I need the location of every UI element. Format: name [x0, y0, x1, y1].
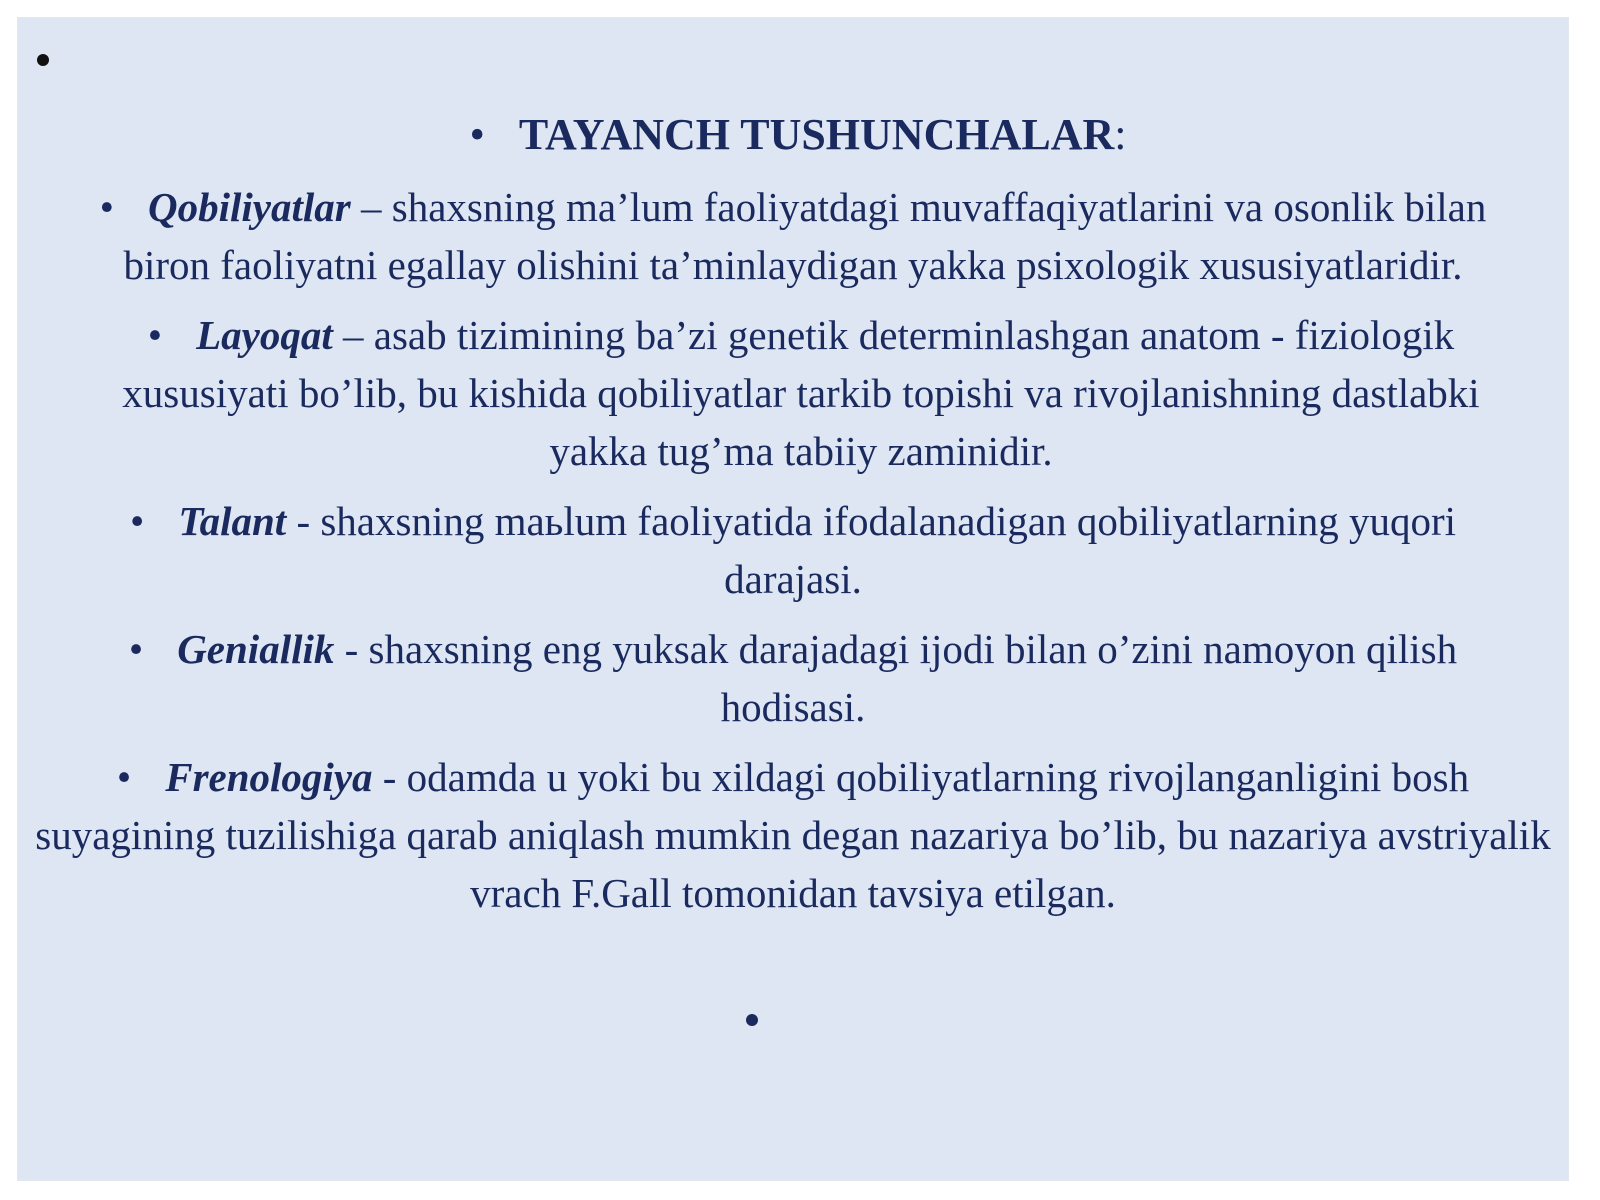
list-bullet: •	[99, 184, 115, 230]
definition-qobiliyatlar: – shaxsning ma’lum faoliyatdagi muvaffaqiyatlarini va osonlik bilan biron faoliyatni egallay olishini ta’minlaydigan yakka psixologik xususiyatlaridir.	[123, 184, 1487, 288]
term-geniallik: Geniallik	[177, 626, 335, 672]
list-item-frenologiya	[18, 748, 1568, 922]
list-item-layoqat	[18, 306, 1568, 480]
slide-heading	[18, 110, 1568, 160]
list-bullet: •	[116, 754, 132, 800]
heading-colon: :	[1114, 110, 1127, 159]
term-frenologiya: Frenologiya	[165, 754, 373, 800]
list-bullet: •	[147, 312, 163, 358]
list-item-talant	[18, 492, 1568, 608]
term-talant: Talant	[178, 498, 287, 544]
definition-layoqat: – asab tizimining ba’zi genetik determinlashgan anatom - fiziologik xususiyati bo’lib, bu kishida qobiliyatlar tarkib topishi va rivojlanishning dastlabki yakka tug’ma tabiiy zaminidir.	[122, 312, 1480, 474]
definition-frenologiya: - odamda u yoki bu xildagi qobiliyatlarning rivojlanganligini bosh suyagining tuzilishiga qarab aniqlash mumkin degan nazariya bo’lib, bu nazariya avstriyalik vrach F.Gall tomonidan tavsiya etilgan.	[35, 754, 1551, 916]
heading-title: TAYANCH TUSHUNCHALAR	[518, 110, 1115, 159]
list-bullet: •	[128, 626, 144, 672]
empty-bullet-top	[37, 54, 49, 66]
definition-talant: - shaxsning maьlum faoliyatida ifodalanadigan qobiliyatlarning yuqori darajasi.	[286, 498, 1457, 602]
list-bullet: •	[129, 498, 145, 544]
term-layoqat: Layoqat	[196, 312, 333, 358]
slide	[18, 18, 1568, 1180]
list-item-geniallik	[18, 620, 1568, 736]
definition-geniallik: - shaxsning eng yuksak darajadagi ijodi bilan o’zini namoyon qilish hodisasi.	[334, 626, 1458, 730]
empty-bullet-bottom	[746, 1014, 758, 1026]
heading-bullet: •	[469, 110, 485, 159]
slide-content	[18, 110, 1568, 934]
term-qobiliyatlar: Qobiliyatlar	[148, 184, 351, 230]
list-item-qobiliyatlar	[18, 178, 1568, 294]
